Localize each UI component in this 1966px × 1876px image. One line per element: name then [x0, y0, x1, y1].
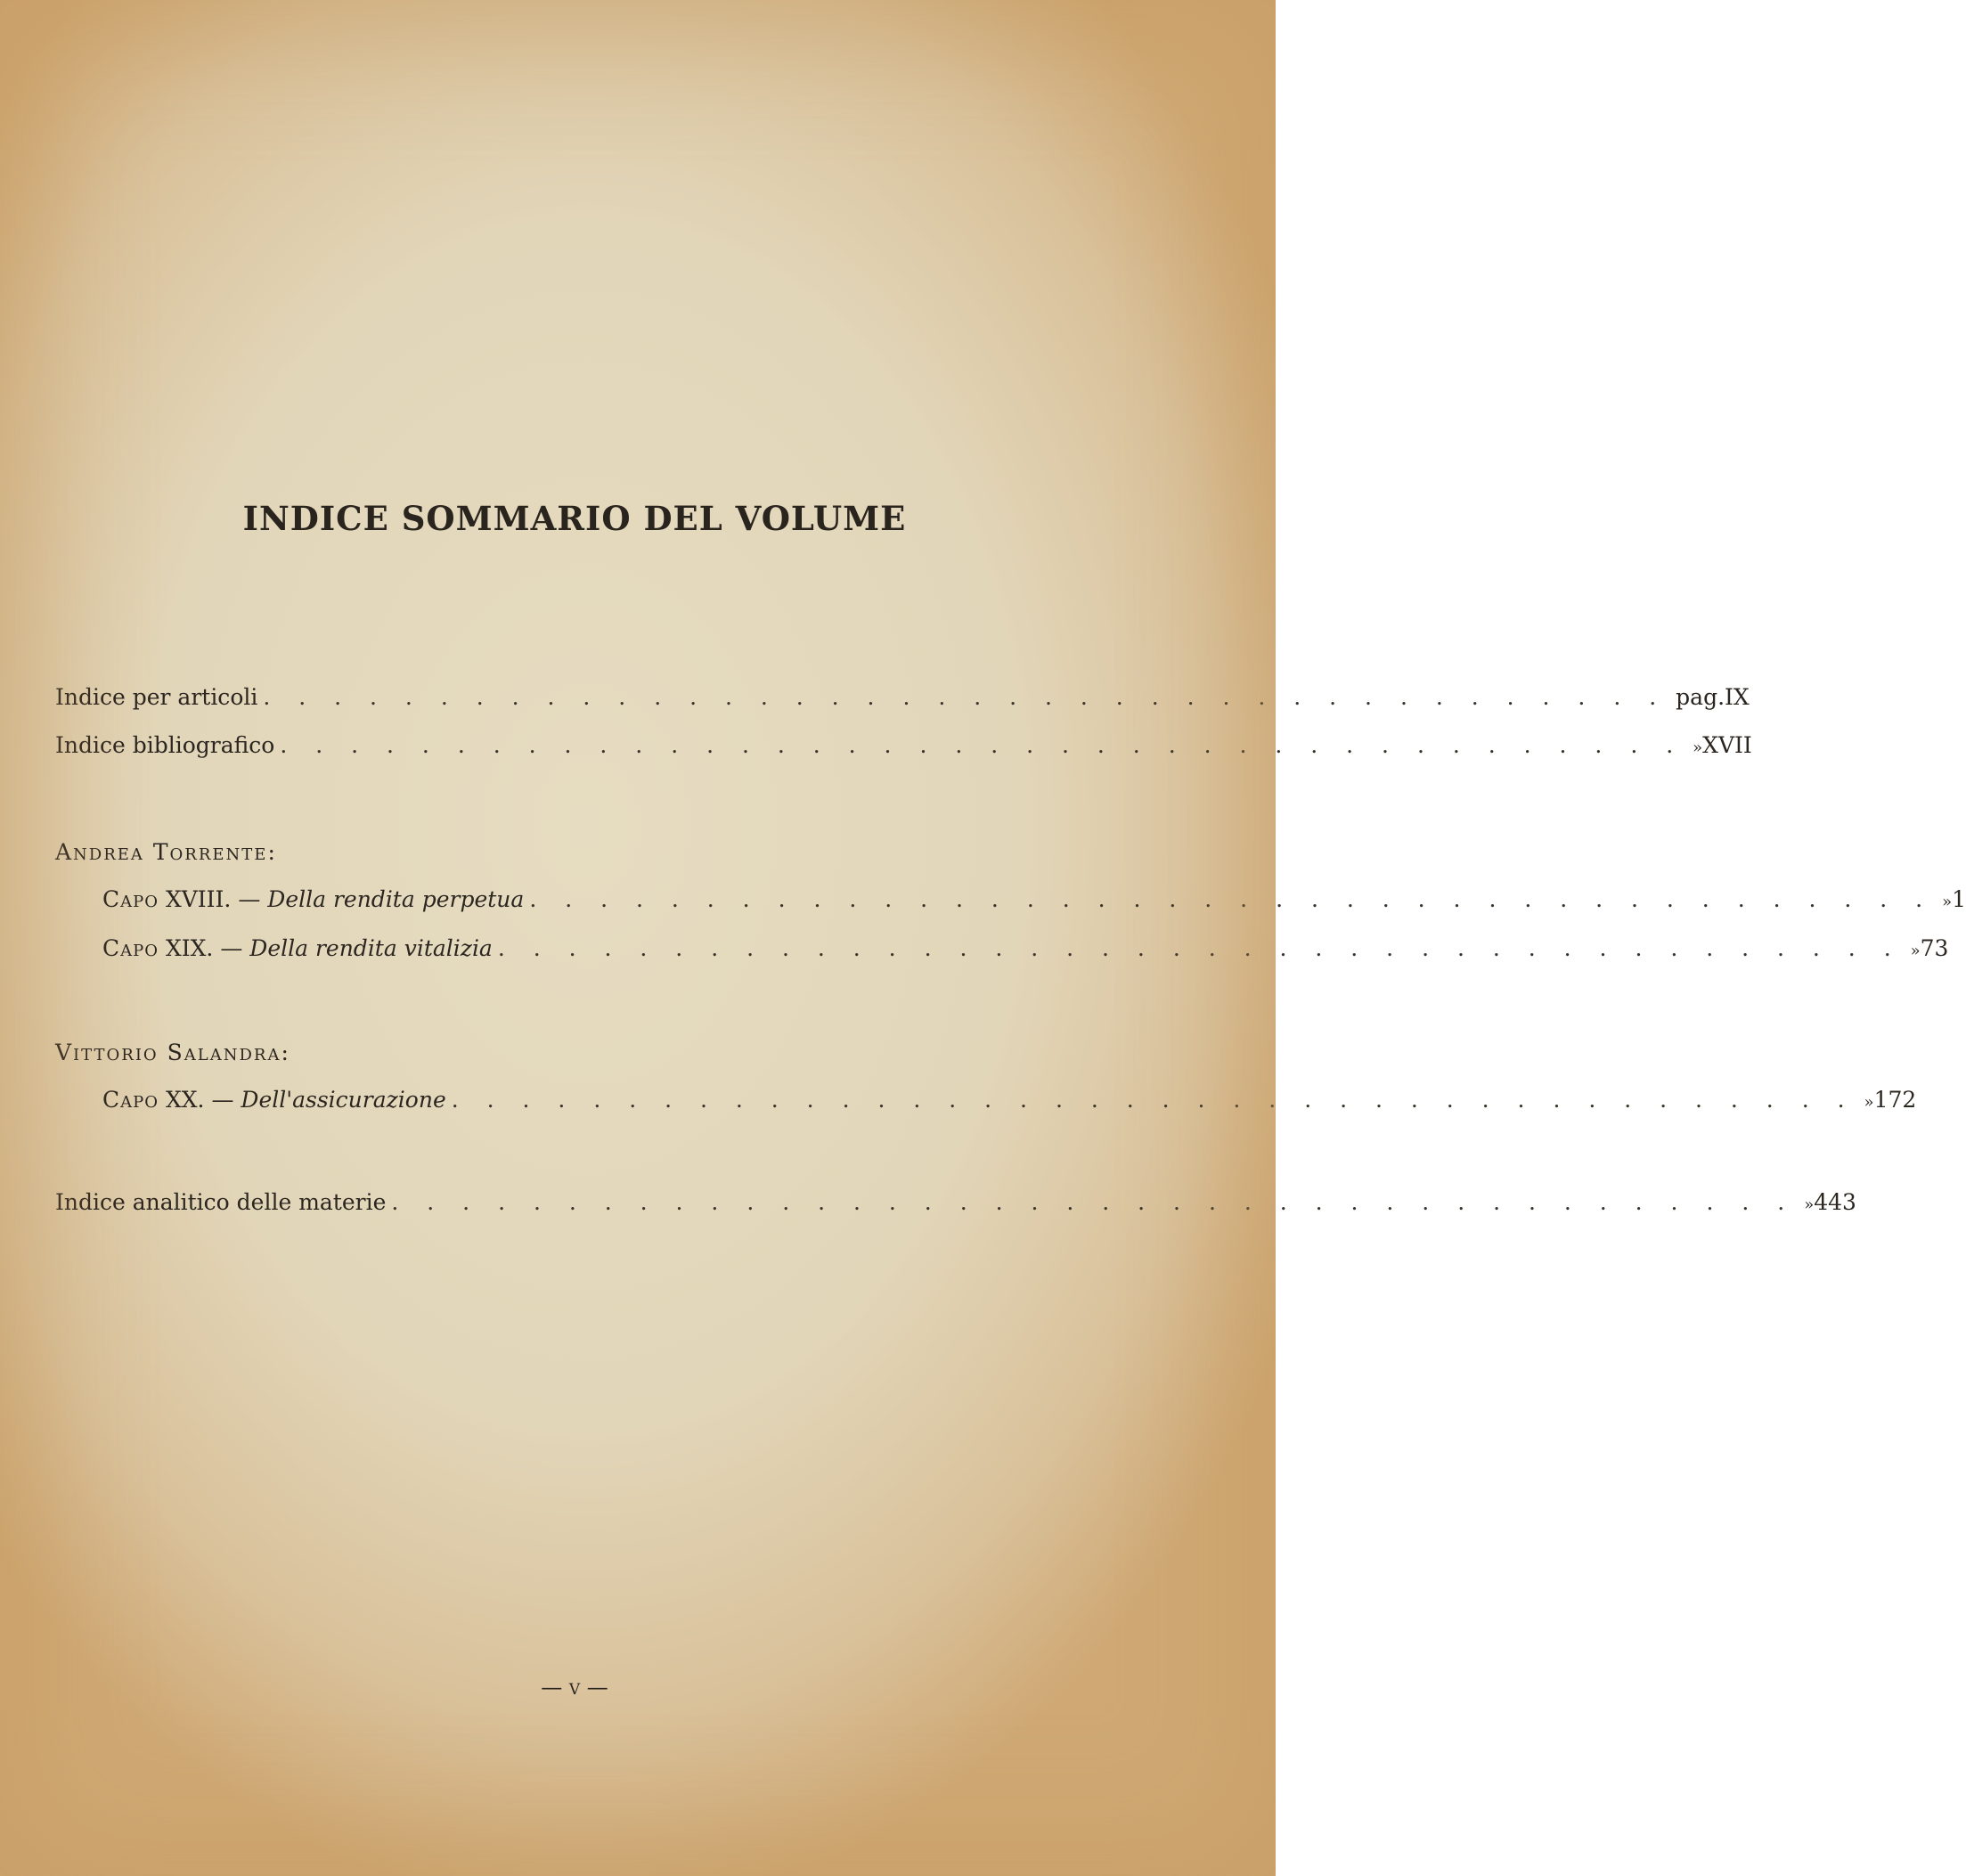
- toc-entry-label: Indice analitico delle materie: [55, 1189, 387, 1215]
- page-number: IX: [1725, 684, 1750, 710]
- page-folio: — v —: [541, 1675, 608, 1700]
- chapter-title: Della rendita vitalizia: [249, 935, 493, 961]
- ditto-mark: »: [1942, 893, 1953, 911]
- ditto-mark: »: [1804, 1195, 1815, 1214]
- chapter-numeral: XIX. —: [165, 935, 243, 961]
- dot-leader: . . . . . . . . . . . . . . . . . . . . . . . . . . . . . . . . . . . . . . . .: [280, 732, 1685, 758]
- chapter-label: [102, 886, 524, 912]
- toc-entry-label: Indice per articoli: [55, 684, 258, 710]
- dot-leader: . . . . . . . . . . . . . . . . . . . . . . . . . . . . . . . . . . . . . . . .: [263, 684, 1668, 710]
- chapter-title: Della rendita perpetua: [267, 886, 525, 912]
- section-author: Vittorio Salandra:: [55, 1040, 290, 1065]
- ditto-mark: »: [1910, 942, 1921, 960]
- toc-entry: [55, 1189, 1856, 1225]
- page-number: 443: [1814, 1189, 1856, 1215]
- chapter-label: [102, 1087, 446, 1113]
- chapter-label: [102, 935, 493, 961]
- page-title: INDICE SOMMARIO DEL VOLUME: [242, 499, 907, 538]
- dot-leader: . . . . . . . . . . . . . . . . . . . . . . . . . . . . . . . . . . . . . . . .: [391, 1189, 1796, 1215]
- page-number: 1: [1952, 886, 1966, 912]
- chapter-numeral: XVIII. —: [165, 886, 261, 912]
- page-number: XVII: [1702, 732, 1752, 758]
- page-number: 73: [1920, 935, 1949, 961]
- dot-leader: . . . . . . . . . . . . . . . . . . . . . . . . . . . . . . . . . . . . . . . .: [451, 1087, 1856, 1113]
- capo-word: Capo: [102, 935, 159, 961]
- dot-leader: . . . . . . . . . . . . . . . . . . . . . . . . . . . . . . . . . . . . . . . .: [529, 886, 1934, 912]
- toc-entry-label: Indice bibliografico: [55, 732, 275, 758]
- page-prefix: pag.: [1676, 684, 1725, 710]
- capo-word: Capo: [102, 1087, 159, 1113]
- chapter-numeral: XX. —: [165, 1087, 234, 1113]
- capo-word: Capo: [102, 886, 159, 912]
- toc-chapter-entry: [102, 935, 1949, 971]
- toc-entry: [55, 732, 1752, 768]
- dot-leader: . . . . . . . . . . . . . . . . . . . . . . . . . . . . . . . . . . . . . . . .: [497, 935, 1902, 961]
- toc-entry: [55, 684, 1750, 720]
- ditto-mark: »: [1693, 738, 1703, 757]
- ditto-mark: »: [1864, 1093, 1874, 1112]
- toc-chapter-entry: [102, 886, 1966, 922]
- page-number: 172: [1873, 1087, 1917, 1113]
- section-author: Andrea Torrente:: [55, 839, 277, 865]
- toc-chapter-entry: [102, 1087, 1917, 1122]
- chapter-title: Dell'assicurazione: [241, 1087, 446, 1113]
